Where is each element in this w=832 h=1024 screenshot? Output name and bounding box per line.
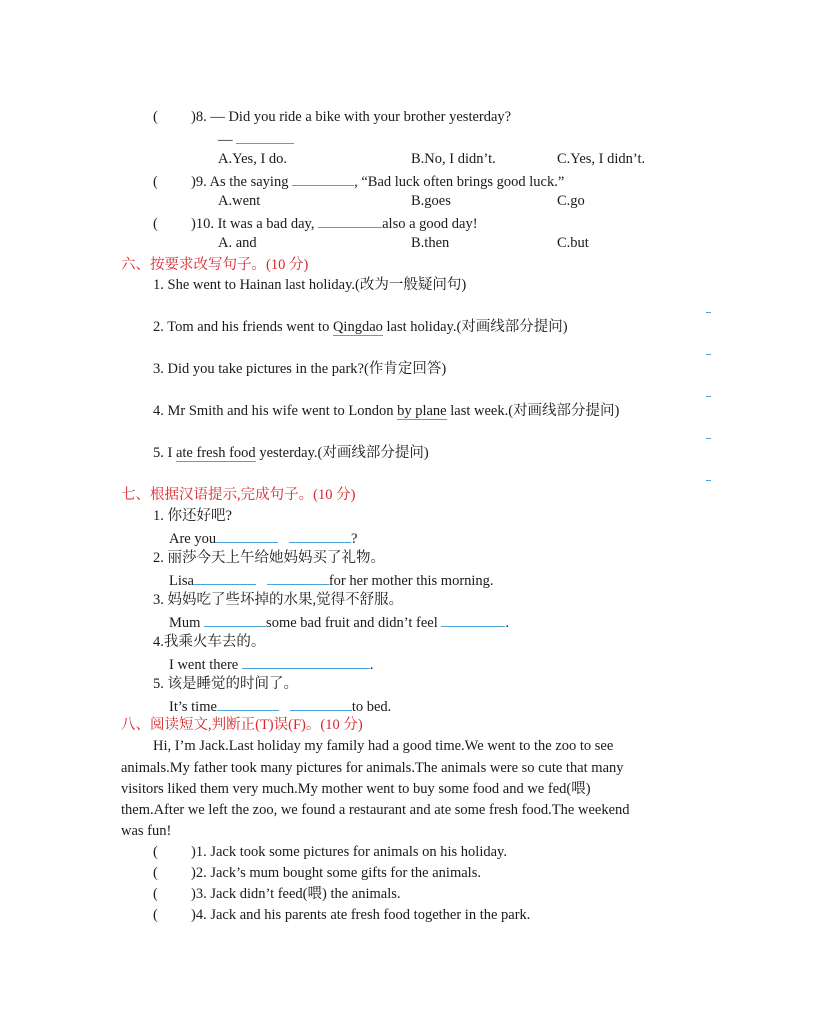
passage-line-3: visitors liked them very much.My mother went to buy some food and we fed(喂)	[121, 781, 591, 797]
q9-option-c: C.go	[557, 193, 585, 209]
section-7-q1-chinese: 1. 你还好吧?	[153, 508, 232, 524]
passage-line-2: animals.My father took many pictures for animals.The animals were so cute that many	[121, 760, 624, 776]
answer-blank[interactable]	[290, 696, 352, 711]
q9-option-b: B.goes	[411, 193, 451, 209]
section-7-q1-english: Are you ?	[169, 528, 357, 548]
section-6-item-5: 5. I ate fresh food yesterday.(对画线部分提问)	[153, 445, 429, 461]
judgement-4: ( )4. Jack and his parents ate fresh food together in the park.	[153, 907, 531, 923]
section-8-title: 八、阅读短文,判断正(T)误(F)。(10 分)	[121, 717, 363, 733]
answer-line-marker	[706, 396, 711, 397]
section-7-q5-english: It’s time to bed.	[169, 696, 391, 716]
q9-option-a: A.went	[218, 193, 261, 209]
section-7-title: 七、根据汉语提示,完成句子。(10 分)	[121, 487, 356, 503]
answer-blank[interactable]	[216, 528, 278, 543]
q8-option-c: C.Yes, I didn’t.	[557, 151, 646, 167]
q10-option-c: C.but	[557, 235, 589, 251]
section-7-q4-english: I went there .	[169, 654, 374, 674]
passage-line-4: them.After we left the zoo, we found a restaurant and ate some fresh food.The weekend	[121, 802, 630, 818]
section-6-title: 六、按要求改写句子。(10 分)	[121, 257, 309, 273]
section-7-q2-english: Lisa for her mother this morning.	[169, 570, 494, 590]
answer-blank[interactable]	[318, 213, 382, 228]
question-9: ( )9. As the saying , “Bad luck often brings good luck.”	[153, 171, 564, 191]
answer-blank[interactable]	[441, 612, 505, 627]
judgement-2: ( )2. Jack’s mum bought some gifts for the animals.	[153, 865, 481, 881]
section-7-q3-chinese: 3. 妈妈吃了些坏掉的水果,觉得不舒服。	[153, 592, 404, 608]
answer-line-marker	[706, 312, 711, 313]
answer-line-marker	[706, 438, 711, 439]
section-7-q2-chinese: 2. 丽莎今天上午给她妈妈买了礼物。	[153, 550, 385, 566]
answer-blank[interactable]	[236, 129, 294, 144]
question-8: ( )8. — Did you ride a bike with your brother yesterday?	[153, 109, 512, 125]
q8-option-b: B.No, I didn’t.	[411, 151, 496, 167]
judgement-1: ( )1. Jack took some pictures for animals on his holiday.	[153, 844, 507, 860]
passage-line-1: Hi, I’m Jack.Last holiday my family had a good time.We went to the zoo to see	[153, 738, 614, 754]
q10-option-a: A. and	[218, 235, 257, 251]
answer-blank[interactable]	[217, 696, 279, 711]
answer-line-marker	[706, 354, 711, 355]
section-6-item-4: 4. Mr Smith and his wife went to London by plane last week.(对画线部分提问)	[153, 403, 620, 419]
section-6-item-1: 1. She went to Hainan last holiday.(改为一般疑问句)	[153, 277, 467, 293]
judgement-3: ( )3. Jack didn’t feed(喂) the animals.	[153, 886, 401, 902]
answer-blank[interactable]	[289, 528, 351, 543]
section-6-item-2: 2. Tom and his friends went to Qingdao last holiday.(对画线部分提问)	[153, 319, 568, 335]
q8-option-a: A.Yes, I do.	[218, 151, 288, 167]
answer-blank[interactable]	[204, 612, 266, 627]
section-6-item-3: 3. Did you take pictures in the park?(作肯定回答)	[153, 361, 447, 377]
passage-line-5: was fun!	[121, 823, 172, 839]
section-7-q3-english: Mum some bad fruit and didn’t feel .	[169, 612, 509, 632]
q10-option-b: B.then	[411, 235, 450, 251]
answer-blank[interactable]	[267, 570, 329, 585]
question-8-answer-line: —	[218, 129, 294, 149]
section-7-q4-chinese: 4.我乘火车去的。	[153, 634, 266, 650]
answer-blank[interactable]	[194, 570, 256, 585]
question-10: ( )10. It was a bad day, also a good day!	[153, 213, 478, 233]
section-7-q5-chinese: 5. 该是睡觉的时间了。	[153, 676, 298, 692]
answer-blank[interactable]	[242, 654, 370, 669]
answer-blank[interactable]	[292, 171, 354, 186]
answer-line-marker	[706, 480, 711, 481]
